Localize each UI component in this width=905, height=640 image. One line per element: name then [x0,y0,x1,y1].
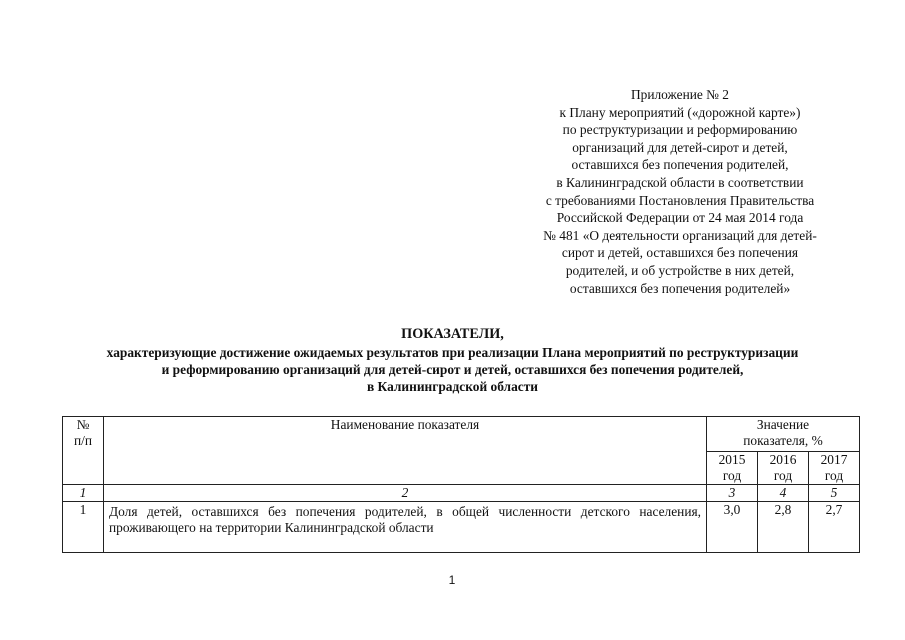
header-indicator-value: Значение показателя, % [707,417,860,452]
document-subtitle-line: характеризующие достижение ожидаемых результатов при реализации Плана мероприятий по реструктуризации [106,345,799,360]
table-header-row [63,417,860,452]
row-value-2017: 2,7 [809,502,860,553]
document-subtitle-line: и реформированию организаций для детей-сирот и детей, оставшихся без попечения родителей, [161,362,744,377]
appendix-line: Приложение № 2 [630,87,730,102]
table-row [63,502,860,553]
appendix-line: № 481 «О деятельности организаций для детей- [543,227,817,243]
appendix-line: сирот и детей, оставшихся без попечения [561,245,799,261]
appendix-line: Российской Федерации от 24 мая 2014 года [556,210,804,226]
document-subtitle-line: в Калининградской области [366,379,539,394]
document-heading [40,326,865,395]
column-number: 4 [758,485,809,502]
row-indicator-name: Доля детей, оставшихся без попечения родителей, в общей численности детского населения, проживающего на территории Калининградской области [104,502,707,553]
column-number: 2 [104,485,707,502]
column-number: 3 [707,485,758,502]
appendix-line: родителей, и об устройстве в них детей, [565,262,795,278]
header-number: № п/п [63,417,104,485]
column-number: 5 [809,485,860,502]
indicators-table [62,416,860,553]
document-title: ПОКАЗАТЕЛИ, [401,326,504,342]
row-number: 1 [63,502,104,553]
appendix-line: с требованиями Постановления Правительства [545,192,815,208]
row-value-2015: 3,0 [707,502,758,553]
appendix-line: в Калининградской области в соответствии [556,174,804,190]
appendix-line: оставшихся без попечения родителей, [571,157,789,173]
appendix-note [530,86,830,297]
column-number-row [63,485,860,502]
appendix-line: к Плану мероприятий («дорожной карте») [559,104,801,120]
appendix-line: по реструктуризации и реформированию [562,122,798,138]
appendix-line: организаций для детей-сирот и детей, [572,139,788,155]
column-number: 1 [63,485,104,502]
header-year-2016: 2016 год [758,452,809,485]
page-number: 1 [448,573,456,587]
header-year-2015: 2015 год [707,452,758,485]
appendix-line: оставшихся без попечения родителей» [569,280,791,296]
row-value-2016: 2,8 [758,502,809,553]
header-year-2017: 2017 год [809,452,860,485]
header-indicator-name: Наименование показателя [104,417,707,485]
